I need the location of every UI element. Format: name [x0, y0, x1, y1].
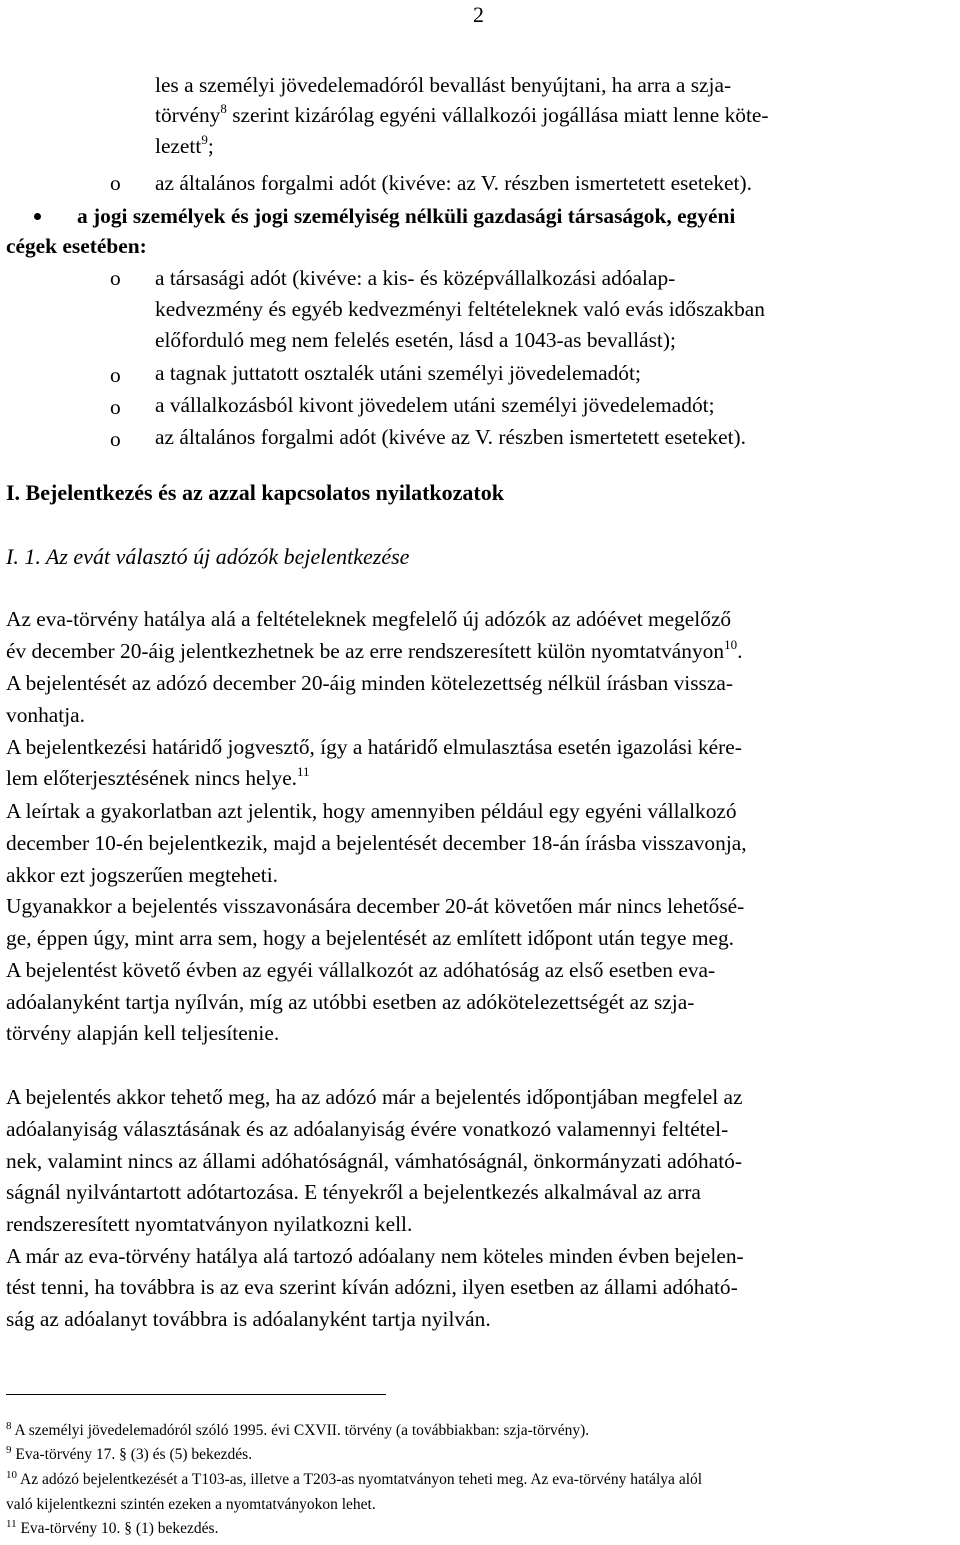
- paragraph-line: akkor ezt jogszerűen megteheti.: [6, 863, 279, 887]
- paragraph-line: A bejelentkezési határidő jogvesztő, így a határidő elmulasztása esetén igazolási kére-: [6, 735, 742, 759]
- paragraph-line: törvény alapján kell teljesítenie.: [6, 1021, 280, 1045]
- list-item-cont: előforduló meg nem felelés esetén, lásd a 1043-as bevallást);: [155, 328, 676, 352]
- list-marker: o: [110, 427, 121, 451]
- paragraph-line: év december 20-áig jelentkezhetnek be az erre rendszeresített külön nyomtatványon$^{10}$.: [6, 637, 743, 663]
- footnote-ref: 11: [297, 764, 310, 779]
- list-marker: o: [110, 266, 121, 290]
- page-number: 2: [473, 2, 484, 27]
- list-marker: o: [110, 363, 121, 387]
- list-marker: o: [110, 395, 121, 419]
- list-item: a vállalkozásból kivont jövedelem utáni személyi jövedelemadót;: [155, 393, 715, 417]
- paragraph-line: lem előterjesztésének nincs helye.$^{11}$: [6, 764, 310, 790]
- list-item: a társasági adót (kivéve: a kis- és középvállalkozási adóalap-: [155, 266, 676, 290]
- bullet-dot-icon: [34, 213, 41, 220]
- list-marker: o: [110, 171, 121, 195]
- footnote: $^8$ A személyi jövedelemadóról szóló 1995. évi CXVII. törvény (a továbbiakban: szja-törvény).: [6, 1420, 590, 1439]
- paragraph-line: ság az adóalanyt továbbra is adóalanyként tartja nyilván.: [6, 1307, 491, 1331]
- bullet-item-cont: cégek esetében:: [6, 234, 147, 258]
- paragraph-line: Az eva-törvény hatálya alá a feltételeknek megfelelő új adózók az adóévet megelőző: [6, 607, 732, 631]
- footnote-ref: 9: [201, 132, 208, 147]
- footnote-separator: [6, 1394, 386, 1395]
- paragraph-line: tést tenni, ha továbbra is az eva szerint kíván adózni, ilyen esetben az állami adóható-: [6, 1275, 738, 1299]
- footnote-ref: 8: [220, 101, 227, 116]
- paragraph-line: Ugyanakkor a bejelentés visszavonására december 20-át követően már nincs lehetősé-: [6, 894, 745, 918]
- list-continuation-line: törvény$^8$ szerint kizárólag egyéni vállalkozói jogállása miatt lenne köte-: [155, 101, 769, 127]
- paragraph-line: A bejelentés akkor tehető meg, ha az adózó már a bejelentés időpontjában megfelel az: [6, 1085, 743, 1109]
- paragraph-line: vonhatja.: [6, 703, 86, 727]
- section-heading: I. Bejelentkezés és az azzal kapcsolatos nyilatkozatok: [6, 480, 504, 505]
- paragraph-line: ságnál nyilvántartott adótartozása. E tényekről a bejelentkezés alkalmával az arra: [6, 1180, 701, 1204]
- bullet-item: a jogi személyek és jogi személyiség nélküli gazdasági társaságok, egyéni: [77, 204, 736, 228]
- paragraph-line: december 10-én bejelentkezik, majd a bejelentését december 18-án írásba visszavonja,: [6, 831, 747, 855]
- list-item: a tagnak juttatott osztalék utáni személyi jövedelemadót;: [155, 361, 641, 385]
- paragraph-line: A leírtak a gyakorlatban azt jelentik, hogy amennyiben például egy egyéni vállalkozó: [6, 799, 737, 823]
- paragraph-line: adóalanyiság választásának és az adóalanyiság évére vonatkozó valamennyi feltétel-: [6, 1117, 729, 1141]
- paragraph-line: ge, éppen úgy, mint arra sem, hogy a bejelentését az említett időpont után tegye meg.: [6, 926, 735, 950]
- paragraph-line: A már az eva-törvény hatálya alá tartozó adóalany nem köteles minden évben bejelen-: [6, 1244, 744, 1268]
- list-continuation-line: les a személyi jövedelemadóról bevallást benyújtani, ha arra a szja-: [155, 73, 732, 97]
- list-item: az általános forgalmi adót (kivéve: az V. részben ismertetett eseteket).: [155, 171, 752, 195]
- footnote-cont: való kijelentkezni szintén ezeken a nyomtatványokon lehet.: [6, 1496, 376, 1513]
- paragraph-line: nek, valamint nincs az állami adóhatóságnál, vámhatóságnál, önkormányzati adóható-: [6, 1149, 742, 1173]
- paragraph-line: A bejelentését az adózó december 20-áig minden kötelezettség nélkül írásban vissza-: [6, 671, 733, 695]
- footnote: $^{11}$ Eva-törvény 10. § (1) bekezdés.: [6, 1518, 219, 1537]
- footnote-ref: 10: [724, 637, 738, 652]
- paragraph-line: rendszeresített nyomtatványon nyilatkozni kell.: [6, 1212, 413, 1236]
- list-continuation-line: lezett$^9$;: [155, 132, 214, 158]
- list-item: az általános forgalmi adót (kivéve az V. részben ismertetett eseteket).: [155, 425, 746, 449]
- paragraph-line: A bejelentést követő évben az egyéi vállalkozót az adóhatóság az első esetben eva-: [6, 958, 716, 982]
- footnote: $^{10}$ Az adózó bejelentkezését a T103-as, illetve a T203-as nyomtatványon teheti meg. Az eva-törvény hatálya alól: [6, 1469, 703, 1488]
- paragraph-line: adóalanyként tartja nyílván, míg az utóbbi esetben az adókötelezettségét az szja-: [6, 990, 695, 1014]
- list-item-cont: kedvezmény és egyéb kedvezményi feltételeknek való evás időszakban: [155, 297, 765, 321]
- subsection-heading: I. 1. Az evát választó új adózók bejelentkezése: [6, 544, 410, 569]
- footnote: $^9$ Eva-törvény 17. § (3) és (5) bekezdés.: [6, 1444, 253, 1463]
